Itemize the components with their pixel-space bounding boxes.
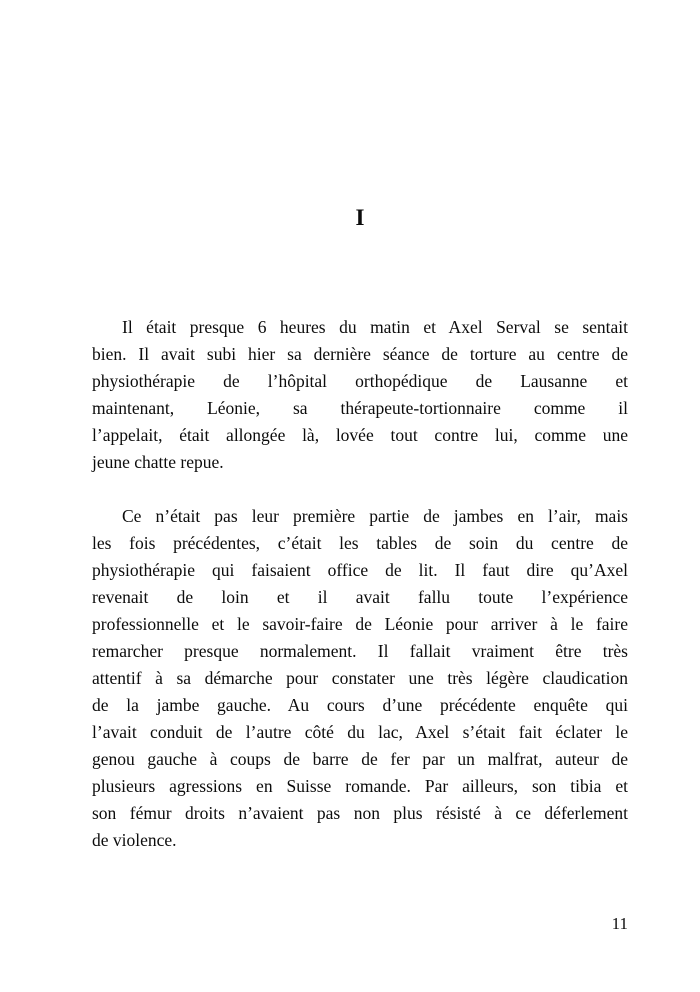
text-line: son fémur droits n’avaient pas non plus résisté à ce déferlement — [92, 803, 628, 823]
text-line: jeune chatte repue. — [92, 452, 224, 472]
text-line: de la jambe gauche. Au cours d’une précédente enquête qui — [92, 695, 628, 715]
paragraph — [92, 314, 628, 476]
text-line: revenait de loin et il avait fallu toute l’expérience — [92, 587, 628, 607]
text-line: physiothérapie de l’hôpital orthopédique de Lausanne et — [92, 371, 628, 391]
text-line: remarcher presque normalement. Il fallait vraiment être très — [92, 641, 628, 661]
text-line: maintenant, Léonie, sa thérapeute-tortionnaire comme il — [92, 398, 628, 418]
text-line: physiothérapie qui faisaient office de lit. Il faut dire qu’Axel — [92, 560, 628, 580]
chapter-heading: I — [355, 205, 365, 230]
paragraph — [92, 503, 628, 854]
text-line: l’appelait, était allongée là, lovée tout contre lui, comme une — [92, 425, 628, 445]
text-line: genou gauche à coups de barre de fer par un malfrat, auteur de — [92, 749, 628, 769]
text-line: de violence. — [92, 830, 177, 850]
text-line: attentif à sa démarche pour constater une très légère claudication — [92, 668, 628, 688]
body-text — [92, 314, 628, 854]
text-line: bien. Il avait subi hier sa dernière séance de torture au centre de — [92, 344, 628, 364]
text-line: professionnelle et le savoir-faire de Léonie pour arriver à le faire — [92, 614, 628, 634]
text-line: Il était presque 6 heures du matin et Axel Serval se sentait — [122, 317, 628, 337]
text-line: plusieurs agressions en Suisse romande. Par ailleurs, son tibia et — [92, 776, 628, 796]
text-line: les fois précédentes, c’était les tables de soin du centre de — [92, 533, 628, 553]
text-line: l’avait conduit de l’autre côté du lac, Axel s’était fait éclater le — [92, 722, 628, 742]
text-line: Ce n’était pas leur première partie de jambes en l’air, mais — [122, 506, 628, 526]
page-number: 11 — [611, 914, 628, 933]
